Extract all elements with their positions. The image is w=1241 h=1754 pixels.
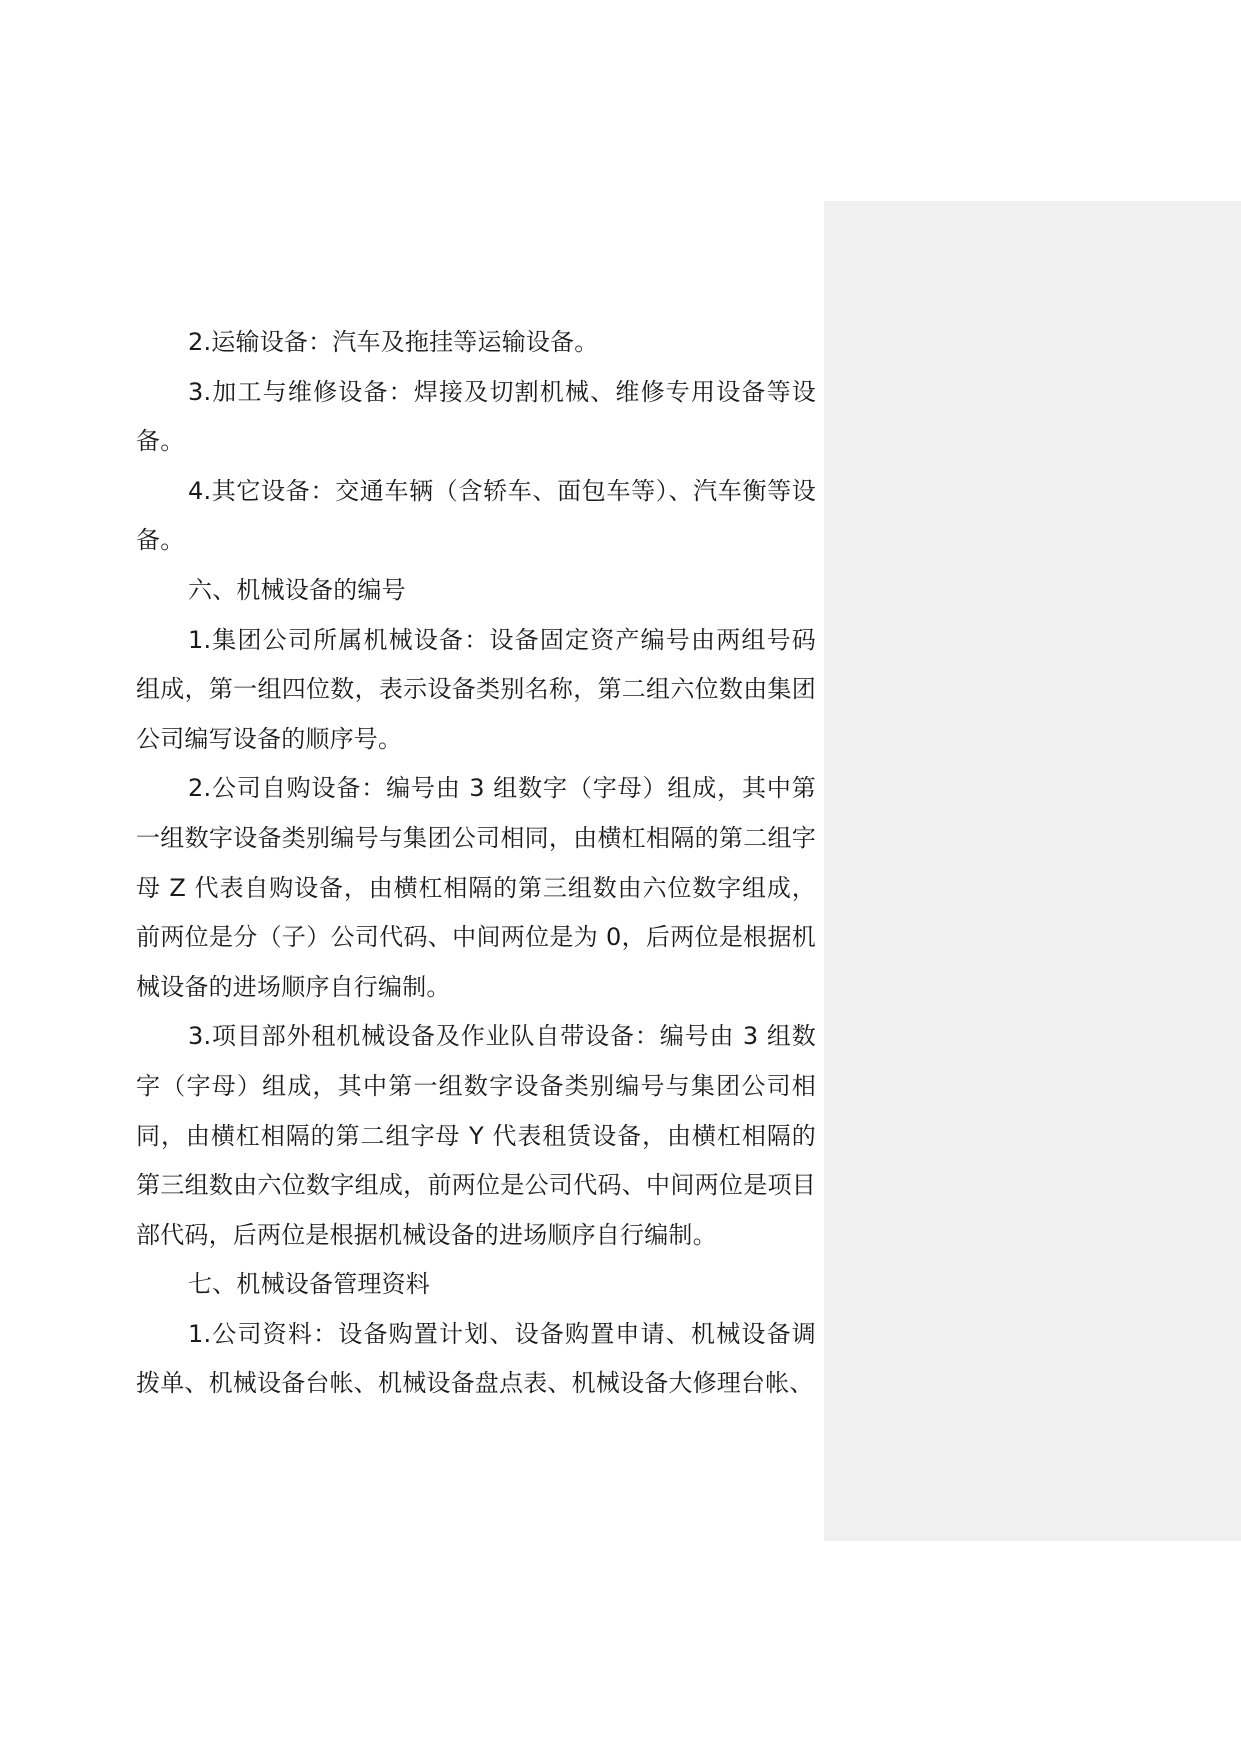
section-heading-numbering: 六、机械设备的编号 bbox=[188, 575, 406, 604]
paragraph-other-equipment: 4.其它设备：交通车辆（含轿车、面包车等）、汽车衡等设备。 bbox=[136, 476, 816, 555]
paragraph-company-records: 1.公司资料：设备购置计划、设备购置申请、机械设备调拨单、机械设备台帐、机械设备盘点表、机械设备大修理台帐、 bbox=[136, 1319, 816, 1398]
section-heading-management-records: 七、机械设备管理资料 bbox=[188, 1270, 430, 1299]
comment-margin bbox=[824, 201, 1241, 1541]
paragraph-processing-equipment: 3.加工与维修设备：焊接及切割机械、维修专用设备等设备。 bbox=[136, 377, 816, 456]
paragraph-self-purchased-numbering: 2.公司自购设备：编号由 3 组数字（字母）组成，其中第一组数字设备类别编号与集团公司相同，由横杠相隔的第二组字母 Z 代表自购设备，由横杠相隔的第三组数由六位数字组成，前两位是分（子）公司代码、中间两位是为 0，后两位是根据机械设备的进场顺序自行编制。 bbox=[136, 774, 816, 1001]
paragraph-transport-equipment: 2.运输设备：汽车及拖挂等运输设备。 bbox=[188, 328, 599, 356]
body-text bbox=[136, 318, 816, 1409]
paragraph-leased-numbering: 3.项目部外租机械设备及作业队自带设备：编号由 3 组数字（字母）组成，其中第一组数字设备类别编号与集团公司相同，由横杠相隔的第二组字母 Y 代表租赁设备，由横杠相隔的第三组数由六位数字组成，前两位是公司代码、中间两位是项目部代码，后两位是根据机械设备的进场顺序自行编制。 bbox=[136, 1022, 816, 1249]
paragraph-group-numbering: 1.集团公司所属机械设备：设备固定资产编号由两组号码组成，第一组四位数，表示设备类别名称，第二组六位数由集团公司编写设备的顺序号。 bbox=[136, 625, 816, 753]
